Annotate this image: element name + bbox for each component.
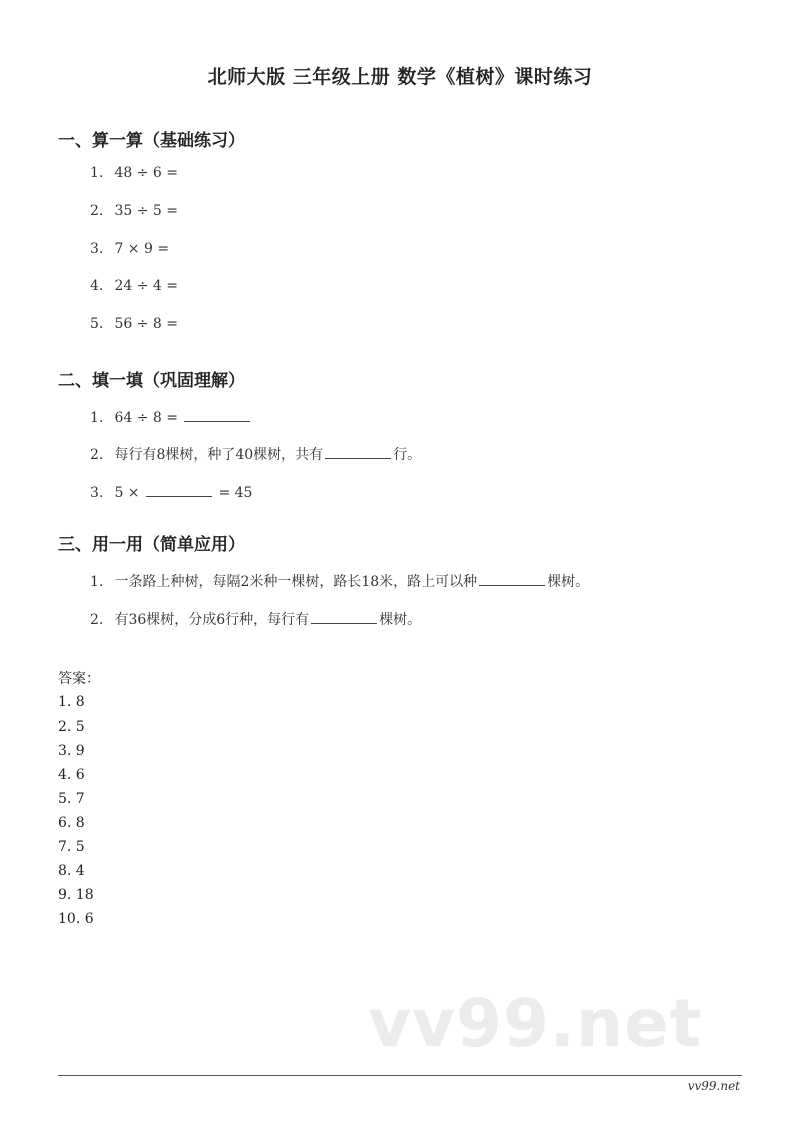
- calc-question-3: 3. 7 × 9 =: [90, 241, 170, 257]
- answer-item: 2. 5: [58, 719, 85, 735]
- section-heading-3: 三、用一用（简单应用）: [58, 535, 245, 555]
- answer-blank[interactable]: [325, 444, 391, 459]
- answers-heading: 答案：: [58, 671, 100, 687]
- answer-item: 9. 18: [58, 887, 94, 903]
- answer-item: 6. 8: [58, 815, 85, 831]
- answer-item: 7. 5: [58, 839, 85, 855]
- fill-question-3: 3. 5 × = 45: [90, 482, 252, 501]
- answer-item: 4. 6: [58, 767, 85, 783]
- answer-item: 5. 7: [58, 791, 85, 807]
- answer-item: 10. 6: [58, 911, 94, 927]
- section-heading-1: 一、算一算（基础练习）: [58, 131, 245, 151]
- answer-item: 3. 9: [58, 743, 85, 759]
- answer-item: 8. 4: [58, 863, 85, 879]
- answer-blank[interactable]: [311, 609, 377, 624]
- calc-question-1: 1. 48 ÷ 6 =: [90, 165, 178, 181]
- calc-question-2: 2. 35 ÷ 5 =: [90, 203, 178, 219]
- calc-question-4: 4. 24 ÷ 4 =: [90, 278, 178, 294]
- apply-question-1: 1. 一条路上种树，每隔2米种一棵树，路长18米，路上可以种 棵树。: [90, 571, 589, 591]
- apply-question-2: 2. 有36棵树，分成6行种，每行有 棵树。: [90, 609, 421, 629]
- footer-site: vv99.net: [687, 1079, 740, 1093]
- section-heading-2: 二、填一填（巩固理解）: [58, 371, 245, 391]
- calc-question-5: 5. 56 ÷ 8 =: [90, 316, 178, 332]
- footer-divider: [58, 1075, 742, 1076]
- answer-blank[interactable]: [184, 407, 250, 422]
- watermark: vv99.net: [368, 985, 703, 1062]
- answer-blank[interactable]: [146, 482, 212, 497]
- answer-item: 1. 8: [58, 694, 85, 710]
- answer-blank[interactable]: [479, 571, 545, 586]
- page-title: 北师大版 三年级上册 数学《植树》课时练习: [207, 66, 593, 88]
- fill-question-2: 2. 每行有8棵树，种了40棵树，共有 行。: [90, 444, 421, 464]
- fill-question-1: 1. 64 ÷ 8 =: [90, 407, 252, 426]
